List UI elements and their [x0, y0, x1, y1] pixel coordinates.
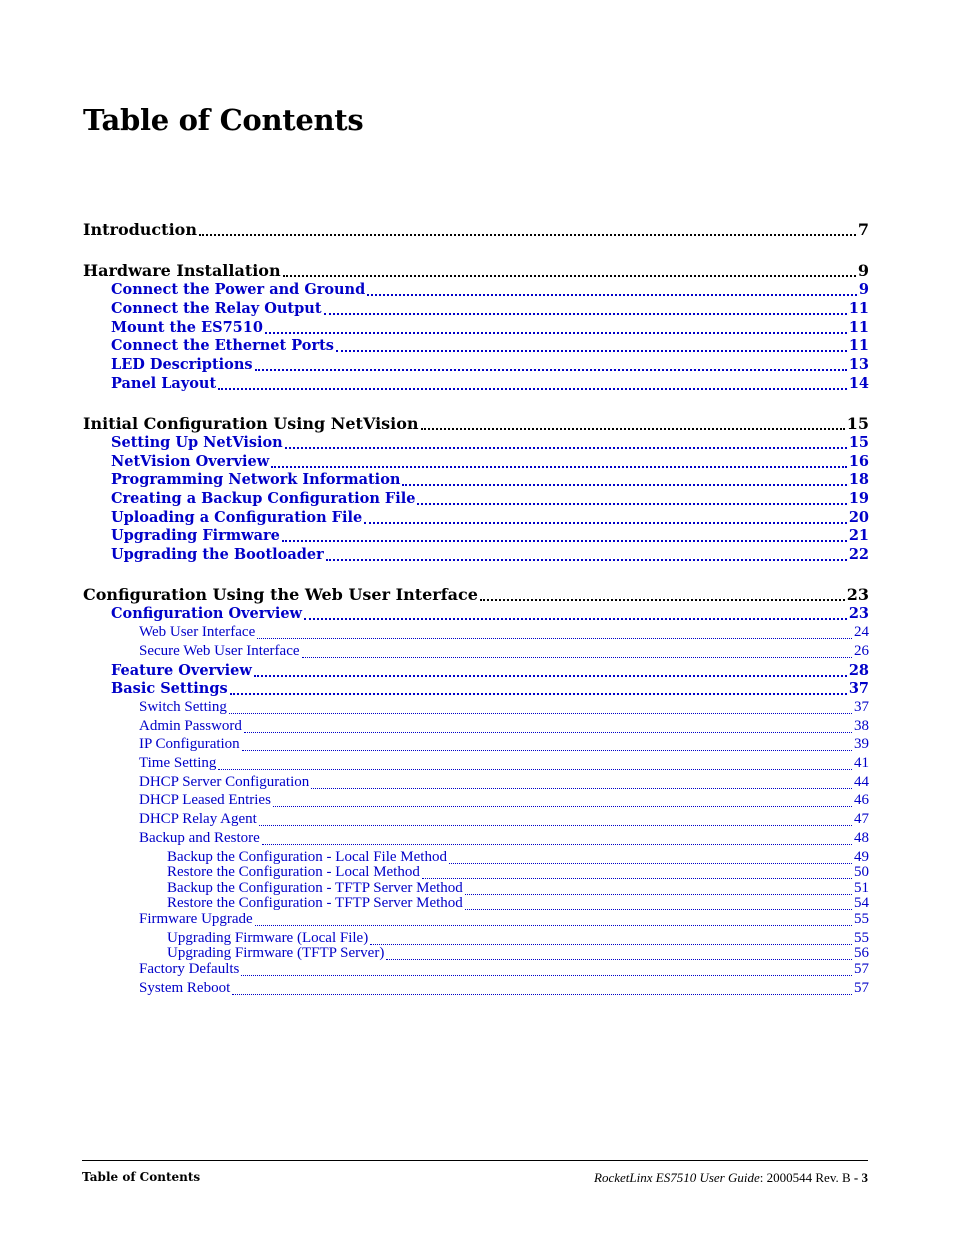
toc-entry-label: Restore the Configuration - TFTP Server Method [167, 895, 463, 911]
toc-entry-page-number: 47 [854, 811, 869, 827]
toc-entry-level-2[interactable] [83, 509, 869, 526]
toc-entry-label: Backup the Configuration - Local File Method [167, 849, 447, 865]
dot-leader [311, 787, 852, 789]
toc-entry-label: Switch Setting [139, 699, 227, 715]
toc-entry-label: LED Descriptions [111, 356, 253, 373]
toc-entry-page-number: 19 [848, 490, 869, 507]
toc-entry-page-number: 56 [854, 945, 869, 961]
toc-entry-label: Basic Settings [111, 680, 228, 697]
toc-entry-label: Time Setting [139, 755, 217, 771]
toc-entry-page-number: 39 [854, 736, 869, 752]
toc-entry-page-number: 13 [848, 356, 869, 373]
dot-leader [282, 539, 847, 542]
toc-entry-label: Connect the Power and Ground [111, 281, 366, 298]
toc-entry-label: Introduction [83, 220, 197, 239]
toc-entry-page-number: 11 [848, 319, 869, 336]
toc-entry-label: Restore the Configuration - Local Method [167, 864, 420, 880]
toc-entry-label: Upgrading Firmware [111, 527, 280, 544]
toc-entry-level-2[interactable] [83, 453, 869, 470]
toc-entry-label: Upgrading Firmware (TFTP Server) [167, 945, 385, 961]
toc-entry-page-number: 50 [854, 864, 869, 880]
dot-leader [271, 465, 847, 468]
toc-entry-level-4[interactable] [83, 895, 869, 912]
toc-entry-label: DHCP Server Configuration [139, 774, 310, 790]
dot-leader [218, 387, 847, 390]
toc-entry-label: Backup the Configuration - TFTP Server Method [167, 880, 463, 896]
dot-leader [302, 656, 852, 658]
footer-revision: : 2000544 Rev. B [759, 1170, 854, 1185]
toc-entry-page-number: 22 [848, 546, 869, 563]
dot-leader [257, 637, 852, 639]
dot-leader [229, 712, 852, 714]
toc-entry-label: Uploading a Configuration File [111, 509, 363, 526]
dot-leader [304, 617, 847, 620]
toc-entry-level-1 [83, 220, 869, 239]
toc-entry-page-number: 18 [848, 471, 869, 488]
dot-leader [199, 233, 856, 236]
toc-entry-level-3[interactable] [83, 718, 869, 735]
toc-entry-label: IP Configuration [139, 736, 240, 752]
toc-entry-page-number: 9 [857, 261, 869, 280]
toc-entry-level-3[interactable] [83, 792, 869, 809]
dot-leader [255, 368, 847, 371]
toc-entry-label: Web User Interface [139, 624, 256, 640]
dot-leader [241, 974, 852, 976]
dot-leader [232, 993, 852, 995]
dot-leader [265, 331, 847, 334]
toc-entry-level-3[interactable] [83, 811, 869, 828]
toc-entry-label: Upgrading the Bootloader [111, 546, 324, 563]
toc-entry-level-2[interactable] [83, 680, 869, 697]
toc-entry-page-number: 51 [854, 880, 869, 896]
toc-entry-label: Programming Network Information [111, 471, 401, 488]
toc-entry-page-number: 48 [854, 830, 869, 846]
toc-entry-level-3[interactable] [83, 980, 869, 997]
dot-leader [465, 908, 852, 910]
toc-entry-page-number: 57 [854, 980, 869, 996]
toc-entry-level-2[interactable] [83, 356, 869, 373]
toc-entry-level-2[interactable] [83, 605, 869, 622]
toc-entry-page-number: 7 [857, 220, 869, 239]
toc-entry-level-1 [83, 261, 869, 280]
toc-entry-label: Factory Defaults [139, 961, 240, 977]
toc-entry-label: Initial Configuration Using NetVision [83, 414, 419, 433]
dot-leader [273, 805, 852, 807]
toc-entry-level-4[interactable] [83, 864, 869, 881]
dot-leader [259, 824, 852, 826]
toc-entry-level-2[interactable] [83, 434, 869, 451]
toc-entry-label: Panel Layout [111, 375, 217, 392]
dot-leader [326, 558, 847, 561]
toc-entry-page-number: 57 [854, 961, 869, 977]
dot-leader [324, 312, 847, 315]
toc-entry-label: DHCP Relay Agent [139, 811, 257, 827]
dot-leader [283, 274, 856, 277]
toc-entry-label: Creating a Backup Configuration File [111, 490, 416, 507]
dot-leader [421, 427, 845, 430]
toc-entry-page-number: 16 [848, 453, 869, 470]
toc-entry-page-number: 54 [854, 895, 869, 911]
toc-entry-label: Secure Web User Interface [139, 643, 300, 659]
toc-entry-page-number: 14 [848, 375, 869, 392]
dot-leader [242, 749, 852, 751]
dot-leader [336, 349, 847, 352]
dot-leader [422, 877, 852, 879]
toc-entry-page-number: 37 [848, 680, 869, 697]
toc-entry-level-3[interactable] [83, 699, 869, 716]
footer-section-title: Table of Contents [82, 1170, 201, 1184]
toc-entry-page-number: 9 [858, 281, 869, 298]
toc-entry-page-number: 55 [854, 911, 869, 927]
dot-leader [218, 768, 852, 770]
toc-entry-label: Firmware Upgrade [139, 911, 253, 927]
dot-leader [367, 293, 857, 296]
toc-entry-label: Mount the ES7510 [111, 319, 263, 336]
toc-entry-level-2[interactable] [83, 471, 869, 488]
toc-entry-label: Configuration Overview [111, 605, 303, 622]
toc-entry-page-number: 37 [854, 699, 869, 715]
toc-entry-level-3[interactable] [83, 961, 869, 978]
toc-entry-label: System Reboot [139, 980, 231, 996]
toc-entry-level-2[interactable] [83, 527, 869, 544]
dot-leader [480, 598, 845, 601]
toc-entry-level-1 [83, 414, 869, 433]
toc-entry-page-number: 24 [854, 624, 869, 640]
toc-entry-level-3[interactable] [83, 643, 869, 660]
toc-entry-page-number: 15 [846, 414, 869, 433]
toc-entry-page-number: 46 [854, 792, 869, 808]
toc-entry-page-number: 38 [854, 718, 869, 734]
toc-entry-level-3[interactable] [83, 911, 869, 928]
toc-entry-label: Feature Overview [111, 662, 252, 679]
toc-entry-page-number: 23 [848, 605, 869, 622]
dot-leader [386, 958, 852, 960]
toc-entry-label: NetVision Overview [111, 453, 270, 470]
dot-leader [255, 924, 852, 926]
toc-entry-level-2[interactable] [83, 662, 869, 679]
toc-entry-label: Admin Password [139, 718, 242, 734]
toc-entry-page-number: 20 [848, 509, 869, 526]
toc-entry-page-number: 15 [848, 434, 869, 451]
toc-entry-page-number: 55 [854, 930, 869, 946]
toc-entry-label: Configuration Using the Web User Interface [83, 585, 478, 604]
toc-entry-label: DHCP Leased Entries [139, 792, 271, 808]
toc-entry-page-number: 21 [848, 527, 869, 544]
dot-leader [230, 692, 847, 695]
toc-entry-page-number: 49 [854, 849, 869, 865]
dot-leader [364, 521, 847, 524]
toc-entry-level-2[interactable] [83, 337, 869, 354]
page-title: Table of Contents [83, 103, 364, 137]
toc-entry-level-3[interactable] [83, 755, 869, 772]
toc-entry-level-3[interactable] [83, 774, 869, 791]
toc-entry-page-number: 26 [854, 643, 869, 659]
toc-entry-label: Hardware Installation [83, 261, 281, 280]
dot-leader [244, 731, 852, 733]
toc-entry-level-2[interactable] [83, 300, 869, 317]
toc-entry-page-number: 41 [854, 755, 869, 771]
toc-entry-level-1 [83, 585, 869, 604]
toc-entry-level-2[interactable] [83, 375, 869, 392]
dot-leader [417, 502, 846, 505]
toc-entry-level-4[interactable] [83, 945, 869, 962]
toc-entry-page-number: 11 [848, 300, 869, 317]
toc-entry-page-number: 23 [846, 585, 869, 604]
toc-entry-level-2[interactable] [83, 490, 869, 507]
toc-entry-level-3[interactable] [83, 624, 869, 641]
toc-entry-label: Backup and Restore [139, 830, 260, 846]
footer-divider [82, 1160, 868, 1161]
dot-leader [262, 843, 852, 845]
toc-entry-level-3[interactable] [83, 830, 869, 847]
toc-entry-label: Connect the Relay Output [111, 300, 322, 317]
toc-entry-label: Connect the Ethernet Ports [111, 337, 334, 354]
dot-leader [254, 674, 847, 677]
footer-document-info [594, 1170, 868, 1186]
toc-entry-page-number: 28 [848, 662, 869, 679]
toc-entry-level-2[interactable] [83, 281, 869, 298]
toc-entry-label: Upgrading Firmware (Local File) [167, 930, 369, 946]
toc-entry-level-3[interactable] [83, 736, 869, 753]
toc-entry-level-2[interactable] [83, 319, 869, 336]
footer-guide-title: RocketLinx ES7510 User Guide [594, 1170, 760, 1185]
toc-entry-level-2[interactable] [83, 546, 869, 563]
toc-entry-label: Setting Up NetVision [111, 434, 283, 451]
toc-entry-page-number: 11 [848, 337, 869, 354]
footer-page-number: - 3 [853, 1170, 868, 1185]
dot-leader [402, 483, 846, 486]
dot-leader [285, 446, 847, 449]
toc-entry-page-number: 44 [854, 774, 869, 790]
